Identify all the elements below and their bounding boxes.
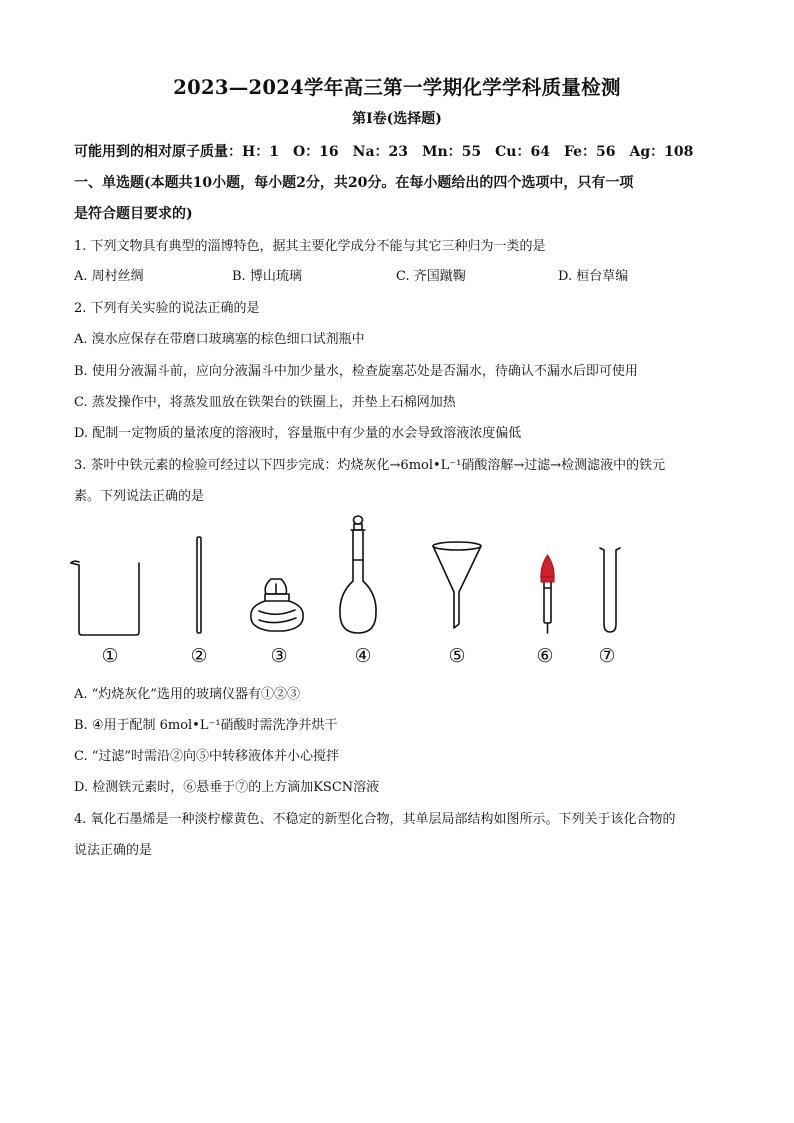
glass-rod-icon [197, 537, 201, 633]
q2-option-d: D. 配制一定物质的量浓度的溶液时，容量瓶中有少量的水会导致溶液浓度偏低 [74, 426, 522, 441]
q1-option-a: A. 周村丝绸 [74, 269, 144, 284]
q3-stem-line2: 素。下列说法正确的是 [74, 489, 205, 504]
label-4: ④ [354, 645, 372, 667]
label-7: ⑦ [598, 645, 616, 667]
lab-apparatus-figure [60, 508, 720, 676]
dropper-bulb-icon [541, 555, 554, 582]
part-heading-line1: 一、单选题(本题共10小题，每小题2分，共20分。在每小题给出的四个选项中，只有一项 [74, 175, 634, 191]
label-5: ⑤ [448, 645, 466, 667]
q1-option-c: C. 齐国蹴鞠 [396, 269, 466, 284]
q2-option-a: A. 溴水应保存在带磨口玻璃塞的棕色细口试剂瓶中 [74, 332, 365, 347]
q1-option-d: D. 桓台草编 [558, 269, 629, 284]
q2-option-b: B. 使用分液漏斗前，应向分液漏斗中加少量水，检查旋塞芯处是否漏水，待确认不漏水后即可使用 [74, 364, 638, 379]
funnel-icon [433, 542, 481, 628]
label-2: ② [190, 645, 208, 667]
test-tube-icon [600, 548, 620, 632]
q1-option-b: B. 博山琉璃 [232, 269, 302, 284]
section-title: 第I卷(选择题) [352, 111, 442, 127]
q3-option-b: B. ④用于配制 6mol•L⁻¹硝酸时需洗净并烘干 [74, 718, 338, 733]
alcohol-lamp-icon [251, 579, 303, 631]
q3-stem-line1: 3. 茶叶中铁元素的检验可经过以下四步完成：灼烧灰化→6mol•L⁻¹硝酸溶解→过滤→检测滤液中的铁元 [74, 458, 666, 473]
q4-stem-line2: 说法正确的是 [74, 843, 153, 858]
atomic-masses: 可能用到的相对原子质量：H：1 O：16 Na：23 Mn：55 Cu：64 Fe：56 Ag：108 [74, 144, 694, 160]
part-heading-line2: 是符合题目要求的) [74, 206, 193, 222]
q1-stem: 1. 下列文物具有典型的淄博特色，据其主要化学成分不能与其它三种归为一类的是 [74, 239, 546, 254]
dropper-icon [544, 579, 551, 633]
q1-options [74, 265, 714, 285]
q2-stem: 2. 下列有关实验的说法正确的是 [74, 301, 260, 316]
exam-title: 2023—2024学年高三第一学期化学学科质量检测 [173, 76, 621, 99]
q4-stem-line1: 4. 氧化石墨烯是一种淡柠檬黄色、不稳定的新型化合物，其单层局部结构如图所示。下列关于该化合物的 [74, 812, 676, 827]
q3-option-a: A. “灼烧灰化”选用的玻璃仪器有①②③ [74, 687, 300, 702]
volumetric-flask-icon [340, 516, 376, 633]
label-3: ③ [270, 645, 288, 667]
q3-option-c: C. “过滤”时需沿②向⑤中转移液体并小心搅拌 [74, 749, 340, 764]
label-6: ⑥ [536, 645, 554, 667]
beaker-icon [71, 561, 139, 635]
q2-option-c: C. 蒸发操作中，将蒸发皿放在铁架台的铁圈上，并垫上石棉网加热 [74, 395, 456, 410]
q3-option-d: D. 检测铁元素时，⑥悬垂于⑦的上方滴加KSCN溶液 [74, 780, 380, 795]
label-1: ① [101, 645, 119, 667]
apparatus-drawings [60, 508, 720, 643]
